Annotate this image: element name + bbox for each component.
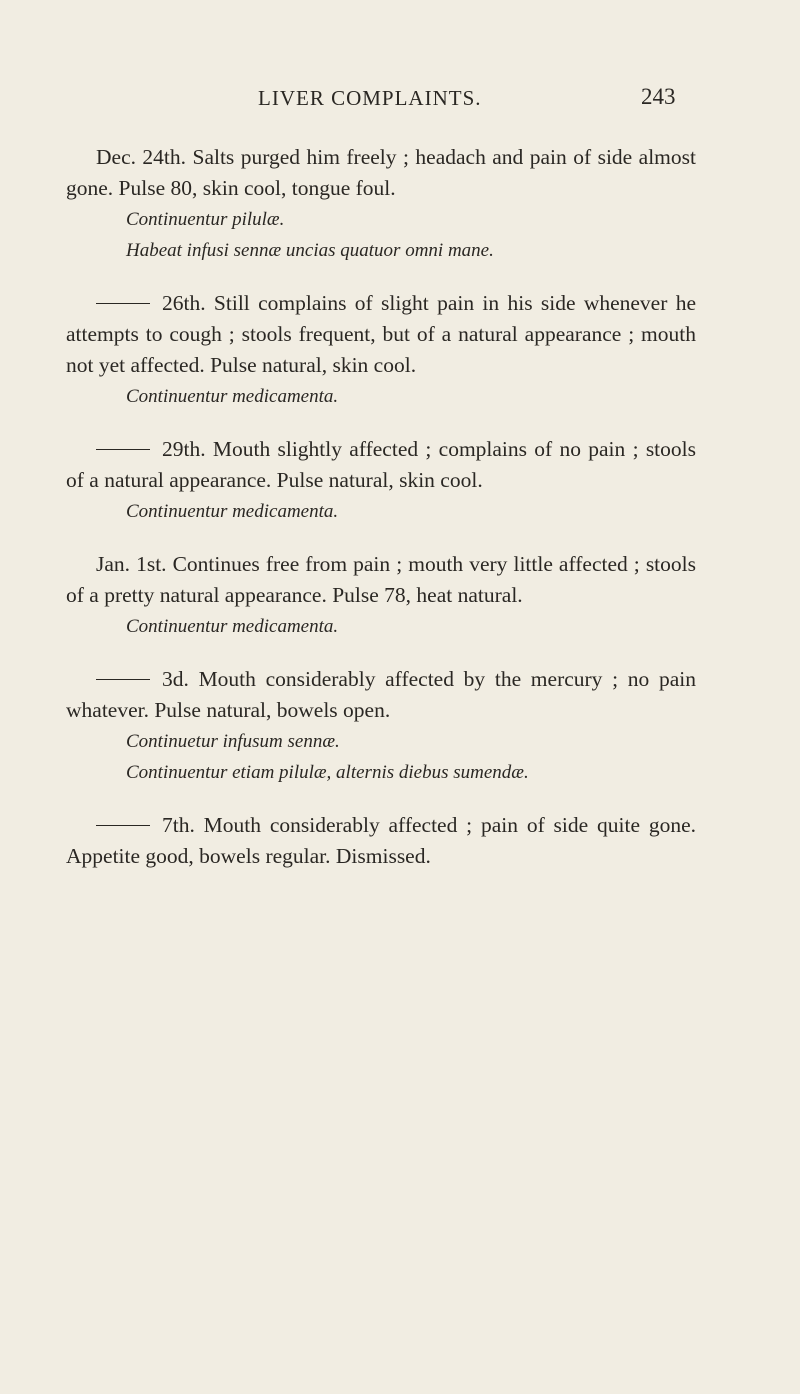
- entry-text: 29th. Mouth slightly affected ; complains of no pain ; stools of a natural appearance. Pulse natural, skin cool.: [66, 437, 696, 492]
- ditto-dash: [96, 303, 150, 304]
- page-header: [0, 86, 800, 126]
- ditto-dash: [96, 449, 150, 450]
- entry-text: 7th. Mouth considerably affected ; pain of side quite gone. Appetite good, bowels regular. Dismissed.: [66, 813, 696, 868]
- prescription: Continuetur infusum sennæ.: [126, 731, 340, 752]
- prescription: Continuentur medicamenta.: [126, 386, 339, 407]
- prescription: Continuentur medicamenta.: [126, 616, 339, 637]
- page-body: [66, 142, 696, 894]
- entry-jan-7: [66, 810, 696, 872]
- entry-text: Dec. 24th. Salts purged him freely ; headach and pain of side almost gone. Pulse 80, skin cool, tongue foul.: [66, 145, 696, 200]
- entry-jan-3: [66, 664, 696, 788]
- ditto-dash: [96, 679, 150, 680]
- page-number: 243: [641, 84, 676, 109]
- running-title: LIVER COMPLAINTS.: [258, 86, 482, 110]
- prescription: Continuentur etiam pilulæ, alternis diebus sumendæ.: [126, 762, 529, 783]
- prescription: Continuentur medicamenta.: [126, 501, 339, 522]
- prescription: Habeat infusi sennæ uncias quatuor omni mane.: [126, 240, 494, 261]
- entry-dec-29: [66, 434, 696, 527]
- entry-text: Jan. 1st. Continues free from pain ; mouth very little affected ; stools of a pretty natural appearance. Pulse 78, heat natural.: [66, 552, 696, 607]
- entry-dec-24: [66, 142, 696, 266]
- entry-dec-26: [66, 288, 696, 412]
- entry-text: 26th. Still complains of slight pain in his side whenever he attempts to cough ; stools frequent, but of a natural appearance ; mouth not yet affected. Pulse natural, skin cool.: [66, 291, 696, 377]
- entry-text: 3d. Mouth considerably affected by the mercury ; no pain whatever. Pulse natural, bowels open.: [66, 667, 696, 722]
- ditto-dash: [96, 825, 150, 826]
- entry-jan-1: [66, 549, 696, 642]
- prescription: Continuentur pilulæ.: [126, 209, 285, 230]
